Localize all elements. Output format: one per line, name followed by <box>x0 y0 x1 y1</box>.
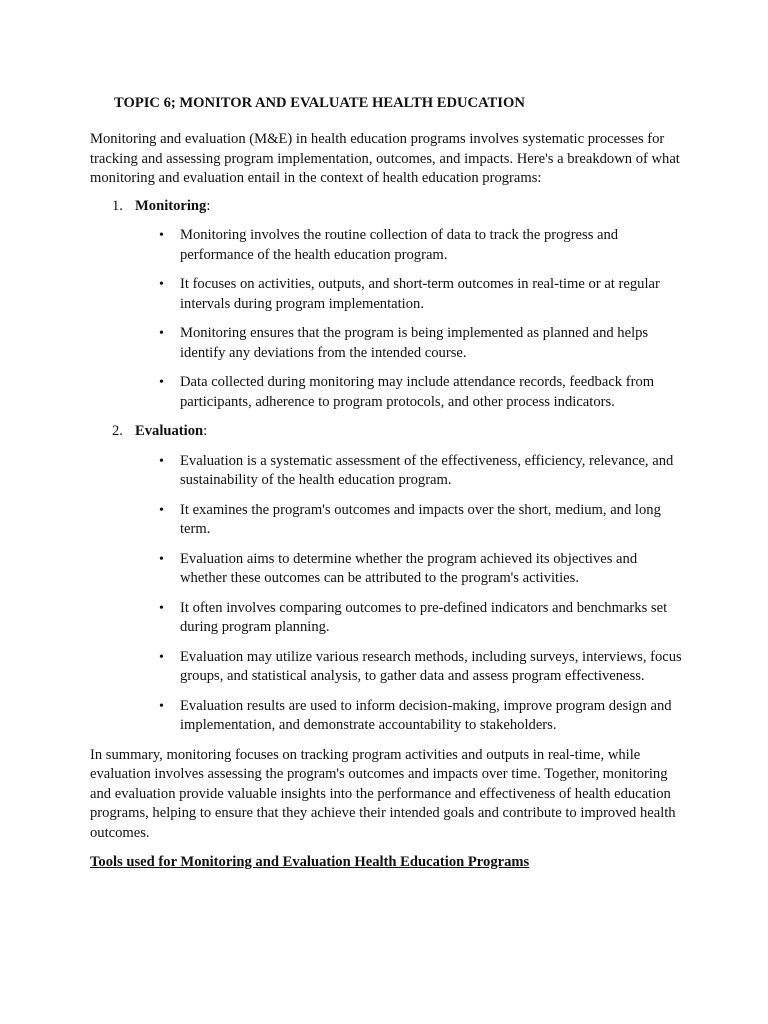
bullet-icon: • <box>159 375 164 390</box>
section-heading <box>90 422 682 442</box>
list-item-text: Monitoring ensures that the program is being implemented as planned and helps identify any deviations from the intended course. <box>180 325 649 361</box>
section-evaluation <box>90 422 682 736</box>
list-item-text: It focuses on activities, outputs, and short-term outcomes in real-time or at regular intervals during program implementation. <box>180 276 660 312</box>
list-item <box>90 550 682 589</box>
intro-paragraph: Monitoring and evaluation (M&E) in health education programs involves systematic processes for tracking and assessing program implementation, outcomes, and impacts. Here's a breakdown of what monitoring and evaluation entail in the context of health education programs: <box>90 131 680 186</box>
list-item-text: Evaluation results are used to inform decision-making, improve program design and implementation, and demonstrate accountability to stakeholders. <box>180 697 672 733</box>
section-name: Monitoring <box>135 197 207 214</box>
section-monitoring <box>90 197 682 413</box>
bullet-icon: • <box>159 551 164 567</box>
section-name: Evaluation <box>135 423 204 439</box>
list-item <box>90 226 682 265</box>
list-item-text: It often involves comparing outcomes to pre-defined indicators and benchmarks set during program planning. <box>180 599 668 635</box>
summary-paragraph: In summary, monitoring focuses on tracking program activities and outputs in real-time, while evaluation involves assessing the program's outcomes and impacts over time. Together, monitoring and evaluation provide valuable insights into the performance and effectiveness of health education programs, helping to ensure that they achieve their intended goals and contribute to improved health outcomes. <box>90 746 676 841</box>
bullet-list <box>90 226 682 412</box>
bullet-icon: • <box>159 277 164 292</box>
bullet-icon: • <box>159 502 164 518</box>
bullet-icon: • <box>159 698 164 714</box>
list-item <box>90 599 682 638</box>
list-item-text: It examines the program's outcomes and impacts over the short, medium, and long term. <box>180 501 661 537</box>
document-page <box>90 94 682 873</box>
list-item <box>90 452 682 491</box>
section-number: 1. <box>112 197 123 214</box>
bullet-list <box>90 452 682 736</box>
bullet-icon: • <box>159 326 164 341</box>
list-item <box>90 373 682 412</box>
page-title: TOPIC 6; MONITOR AND EVALUATE HEALTH EDUCATION <box>114 95 525 111</box>
bullet-icon: • <box>159 600 164 616</box>
list-item <box>90 324 682 363</box>
bullet-icon: • <box>159 453 164 469</box>
section-colon: : <box>203 423 208 439</box>
list-item <box>90 501 682 540</box>
list-item <box>90 697 682 736</box>
bullet-icon: • <box>159 649 164 665</box>
bullet-icon: • <box>159 228 164 243</box>
list-item-text: Monitoring involves the routine collection of data to track the progress and performance of the health education program. <box>180 227 619 263</box>
tools-heading: Tools used for Monitoring and Evaluation Health Education Programs <box>90 854 530 870</box>
section-colon: : <box>206 197 211 214</box>
section-number: 2. <box>112 423 123 439</box>
list-item-text: Evaluation aims to determine whether the program achieved its objectives and whether these outcomes can be attributed to the program's activities. <box>180 550 638 586</box>
list-item-text: Evaluation may utilize various research methods, including surveys, interviews, focus groups, and statistical analysis, to gather data and assess program effectiveness. <box>180 648 682 684</box>
list-item <box>90 275 682 314</box>
list-item-text: Evaluation is a systematic assessment of the effectiveness, efficiency, relevance, and sustainability of the health education program. <box>180 452 674 488</box>
list-item <box>90 648 682 687</box>
section-heading <box>90 197 682 217</box>
list-item-text: Data collected during monitoring may include attendance records, feedback from participants, adherence to program protocols, and other process indicators. <box>180 374 655 410</box>
